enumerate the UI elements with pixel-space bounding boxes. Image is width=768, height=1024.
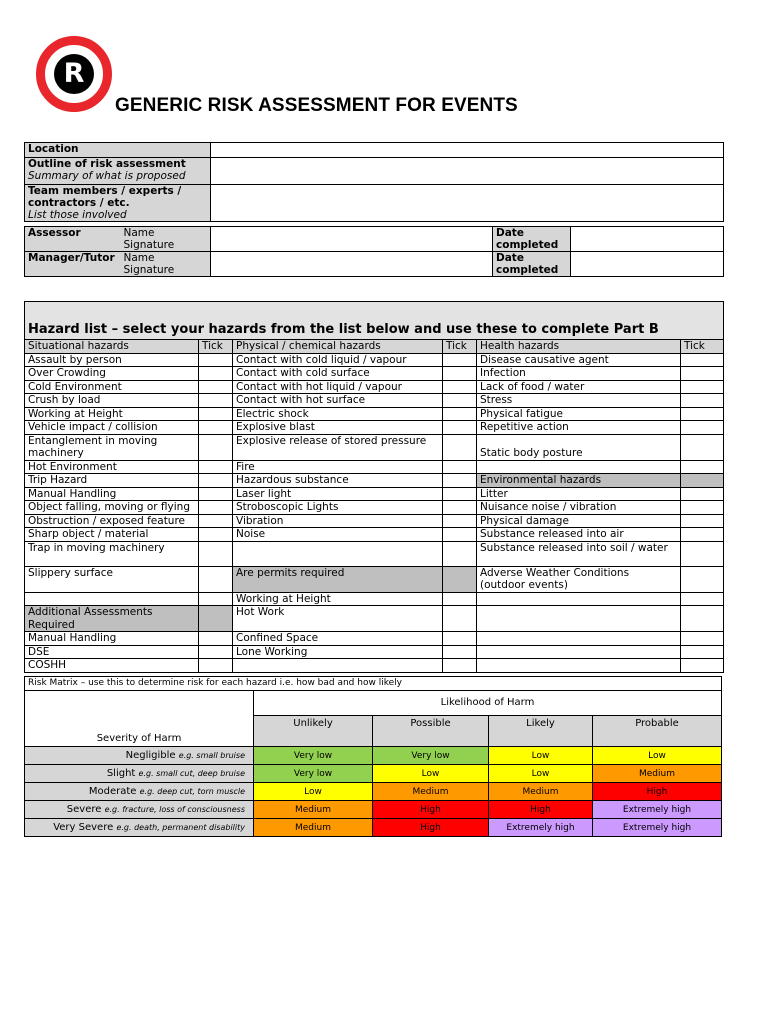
health-hazard-cell: Static body posture [477,434,681,460]
severity-name: Severe [66,803,102,815]
risk-level-cell: High [373,801,489,819]
table-row [25,421,724,435]
physical-hazard-cell: Hazardous substance [233,474,443,488]
physical-hazard-cell: Stroboscopic Lights [233,501,443,515]
health-hazard-cell: Infection [477,367,681,381]
situational-hazards-header: Situational hazards [25,340,199,354]
tick-cell[interactable] [199,514,233,528]
risk-level-cell: High [593,783,722,801]
tick-cell[interactable] [443,645,477,659]
physical-hazard-cell: Contact with cold surface [233,367,443,381]
table-row [25,765,722,783]
table-row [25,367,724,381]
health-hazard-cell: Lack of food / water [477,380,681,394]
table-row [25,474,724,488]
tick-cell[interactable] [681,528,724,542]
table-row [25,659,724,673]
manager-date-label [493,252,571,277]
risk-logo-icon [36,36,112,112]
table-row [25,460,724,474]
tick-cell[interactable] [199,606,233,632]
situational-hazard-cell: Slippery surface [25,566,199,592]
health-hazard-cell: Stress [477,394,681,408]
severity-example: e.g. small cut, deep bruise [138,768,245,778]
risk-level-cell: Low [593,747,722,765]
table-row [25,801,722,819]
tick-cell[interactable] [199,353,233,367]
tick-cell[interactable] [681,460,724,474]
assessment-info-table [24,142,724,277]
tick-cell[interactable] [443,421,477,435]
table-row [25,592,724,606]
outline-label [25,158,211,185]
risk-level-cell: High [373,819,489,837]
tick-cell[interactable] [681,566,724,592]
physical-hazard-cell: Are permits required [233,566,443,592]
situational-hazard-cell: Crush by load [25,394,199,408]
health-hazard-cell: Substance released into soil / water [477,541,681,566]
table-row [25,394,724,408]
table-row [25,819,722,837]
tick-cell[interactable] [443,541,477,566]
tick-cell[interactable] [681,367,724,381]
tick-cell[interactable] [199,632,233,646]
team-line-1: Team members / experts / [28,185,182,197]
team-field[interactable] [211,185,724,222]
tick-cell[interactable] [443,659,477,673]
hazard-list-table [24,301,724,673]
tick-header: Tick [443,340,477,354]
severity-example: e.g. death, permanent disability [116,822,245,832]
risk-level-cell: Extremely high [593,801,722,819]
severity-name: Moderate [88,785,137,797]
assessor-date-word: Date [496,227,524,239]
table-row [25,528,724,542]
team-label [25,185,211,222]
tick-cell[interactable] [443,566,477,592]
assessor-date-field[interactable] [571,227,724,252]
health-hazard-cell [477,460,681,474]
tick-cell[interactable] [681,394,724,408]
tick-cell[interactable] [681,606,724,632]
tick-cell[interactable] [199,367,233,381]
situational-hazard-cell: Additional Assessments Required [25,606,199,632]
likelihood-possible: Possible [373,716,489,747]
table-row [25,514,724,528]
tick-cell[interactable] [199,592,233,606]
tick-cell[interactable] [199,407,233,421]
situational-hazard-cell: DSE [25,645,199,659]
severity-example: e.g. small bruise [178,750,245,760]
tick-cell[interactable] [199,501,233,515]
tick-cell[interactable] [443,380,477,394]
severity-label [25,801,254,819]
tick-cell[interactable] [443,434,477,460]
assessor-label: Assessor [25,227,121,252]
table-row [25,783,722,801]
situational-hazard-cell [25,592,199,606]
tick-cell[interactable] [681,353,724,367]
tick-cell[interactable] [443,514,477,528]
risk-level-cell: Very low [373,747,489,765]
risk-level-cell: Medium [254,801,373,819]
likelihood-probable: Probable [593,716,722,747]
tick-cell[interactable] [681,407,724,421]
tick-cell[interactable] [681,487,724,501]
health-hazard-cell: Adverse Weather Conditions (outdoor events) [477,566,681,592]
risk-level-cell: Extremely high [489,819,593,837]
situational-hazard-cell: COSHH [25,659,199,673]
physical-hazard-cell: Lone Working [233,645,443,659]
risk-level-cell: Medium [373,783,489,801]
table-row [25,606,724,632]
tick-cell[interactable] [681,474,724,488]
severity-name: Negligible [125,749,176,761]
manager-date-word: Date [496,252,524,264]
tick-header: Tick [199,340,233,354]
physical-hazard-cell: Electric shock [233,407,443,421]
health-hazard-cell [477,592,681,606]
tick-cell[interactable] [443,528,477,542]
tick-cell[interactable] [681,434,724,460]
manager-signature-label: Signature [123,264,175,276]
tick-cell[interactable] [681,659,724,673]
tick-cell[interactable] [681,514,724,528]
tick-cell[interactable] [681,380,724,394]
situational-hazard-cell: Hot Environment [25,460,199,474]
tick-cell[interactable] [199,380,233,394]
tick-cell[interactable] [199,487,233,501]
risk-level-cell: Medium [593,765,722,783]
hazard-list-header: Hazard list – select your hazards from the list below and use these to complete Part B [25,302,724,340]
tick-cell[interactable] [681,592,724,606]
tick-cell[interactable] [443,606,477,632]
situational-hazard-cell: Trip Hazard [25,474,199,488]
risk-level-cell: Very low [254,765,373,783]
likelihood-of-harm-label: Likelihood of Harm [254,691,722,716]
assessor-name-label: Name [123,227,155,239]
tick-cell[interactable] [443,487,477,501]
physical-hazard-cell: Contact with hot surface [233,394,443,408]
tick-header: Tick [681,340,724,354]
physical-hazard-cell: Explosive release of stored pressure [233,434,443,460]
table-row [25,407,724,421]
severity-example: e.g. fracture, loss of consciousness [104,804,245,814]
situational-hazard-cell: Over Crowding [25,367,199,381]
severity-label [25,783,254,801]
risk-level-cell: Low [254,783,373,801]
physical-hazard-cell: Explosive blast [233,421,443,435]
health-hazard-cell: Substance released into air [477,528,681,542]
health-hazard-cell: Nuisance noise / vibration [477,501,681,515]
situational-hazard-cell: Trap in moving machinery [25,541,199,566]
severity-example: e.g. deep cut, torn muscle [139,786,245,796]
physical-hazard-cell: Contact with cold liquid / vapour [233,353,443,367]
tick-cell[interactable] [681,632,724,646]
health-hazard-cell: Physical damage [477,514,681,528]
health-hazard-cell: Litter [477,487,681,501]
physical-hazard-cell: Vibration [233,514,443,528]
manager-date-field[interactable] [571,252,724,277]
risk-level-cell: Low [373,765,489,783]
health-hazards-header: Health hazards [477,340,681,354]
situational-hazard-cell: Manual Handling [25,632,199,646]
tick-cell[interactable] [443,460,477,474]
situational-hazard-cell: Assault by person [25,353,199,367]
situational-hazard-cell: Obstruction / exposed feature [25,514,199,528]
manager-completed-word: completed [496,264,559,276]
team-line-2: contractors / etc. [28,197,130,209]
tick-cell[interactable] [199,645,233,659]
risk-level-cell: Medium [254,819,373,837]
severity-label [25,747,254,765]
tick-cell[interactable] [681,541,724,566]
situational-hazard-cell: Manual Handling [25,487,199,501]
severity-name: Slight [106,767,136,779]
physical-hazards-header: Physical / chemical hazards [233,340,443,354]
risk-level-cell: Low [489,765,593,783]
table-row [25,353,724,367]
risk-level-cell: Medium [489,783,593,801]
risk-level-cell: High [489,801,593,819]
health-hazard-cell [477,645,681,659]
health-hazard-cell: Repetitive action [477,421,681,435]
manager-name-label: Name [123,252,155,264]
logo-letter: R [54,54,94,94]
physical-hazard-cell: Working at Height [233,592,443,606]
situational-hazard-cell: Working at Height [25,407,199,421]
health-hazard-cell: Physical fatigue [477,407,681,421]
tick-cell[interactable] [199,659,233,673]
tick-cell[interactable] [199,541,233,566]
tick-cell[interactable] [199,460,233,474]
physical-hazard-cell [233,541,443,566]
tick-cell[interactable] [443,474,477,488]
location-field[interactable] [211,143,724,158]
physical-hazard-cell: Noise [233,528,443,542]
tick-cell[interactable] [199,434,233,460]
tick-cell[interactable] [443,501,477,515]
tick-cell[interactable] [681,421,724,435]
health-hazard-cell [477,659,681,673]
tick-cell[interactable] [443,632,477,646]
severity-name: Very Severe [53,821,114,833]
tick-cell[interactable] [199,474,233,488]
location-label: Location [25,143,211,158]
risk-level-cell: Very low [254,747,373,765]
tick-cell[interactable] [199,528,233,542]
physical-hazard-cell: Contact with hot liquid / vapour [233,380,443,394]
severity-label [25,819,254,837]
manager-label: Manager/Tutor [25,252,121,277]
risk-matrix-table [24,676,722,837]
outline-title: Outline of risk assessment [28,158,186,170]
assessor-date-label [493,227,571,252]
risk-level-cell: Extremely high [593,819,722,837]
table-row [25,645,724,659]
situational-hazard-cell: Entanglement in moving machinery [25,434,199,460]
physical-hazard-cell: Hot Work [233,606,443,632]
tick-cell[interactable] [681,645,724,659]
health-hazard-cell: Disease causative agent [477,353,681,367]
risk-matrix-caption: Risk Matrix – use this to determine risk for each hazard i.e. how bad and how likely [25,677,722,691]
table-row [25,501,724,515]
table-row [25,487,724,501]
situational-hazard-cell: Vehicle impact / collision [25,421,199,435]
severity-of-harm-label: Severity of Harm [25,691,254,747]
page-title: GENERIC RISK ASSESSMENT FOR EVENTS [115,95,518,116]
assessor-completed-word: completed [496,239,559,251]
health-hazard-cell: Environmental hazards [477,474,681,488]
table-row [25,541,724,566]
likelihood-unlikely: Unlikely [254,716,373,747]
assessor-name-signature [121,227,211,252]
physical-hazard-cell [233,659,443,673]
table-row [25,380,724,394]
health-hazard-cell [477,606,681,632]
physical-hazard-cell: Confined Space [233,632,443,646]
risk-level-cell: Low [489,747,593,765]
tick-cell[interactable] [443,353,477,367]
assessor-field[interactable] [211,227,493,252]
table-row [25,747,722,765]
tick-cell[interactable] [443,592,477,606]
situational-hazard-cell: Object falling, moving or flying [25,501,199,515]
outline-field[interactable] [211,158,724,185]
likelihood-likely: Likely [489,716,593,747]
assessor-signature-label: Signature [123,239,175,251]
tick-cell[interactable] [443,394,477,408]
manager-name-signature [121,252,211,277]
tick-cell[interactable] [199,566,233,592]
situational-hazard-cell: Cold Environment [25,380,199,394]
situational-hazard-cell: Sharp object / material [25,528,199,542]
tick-cell[interactable] [443,407,477,421]
health-hazard-cell [477,632,681,646]
team-subtitle: List those involved [28,209,127,221]
tick-cell[interactable] [199,421,233,435]
tick-cell[interactable] [199,394,233,408]
outline-subtitle: Summary of what is proposed [28,170,186,182]
table-row [25,434,724,460]
tick-cell[interactable] [443,367,477,381]
manager-field[interactable] [211,252,493,277]
severity-label [25,765,254,783]
table-row [25,566,724,592]
physical-hazard-cell: Fire [233,460,443,474]
physical-hazard-cell: Laser light [233,487,443,501]
table-row [25,632,724,646]
tick-cell[interactable] [681,501,724,515]
